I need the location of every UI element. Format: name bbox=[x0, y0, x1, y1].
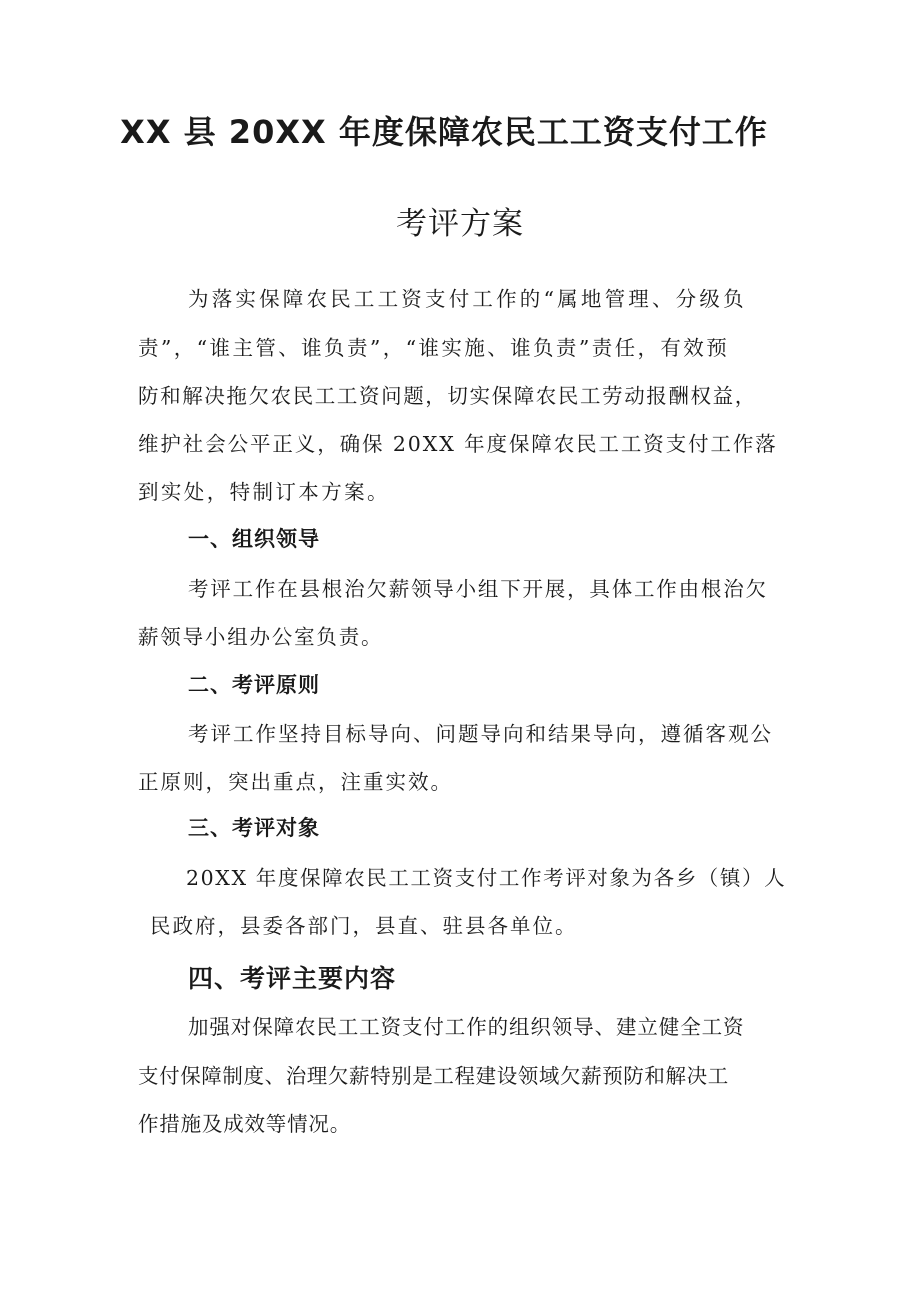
section-heading-targets: 三、考评对象 bbox=[188, 816, 320, 840]
intro-line-1: 为落实保障农民工工资支付工作的“属地管理、分级负 bbox=[188, 287, 747, 311]
section-4-line-2: 支付保障制度、治理欠薪特别是工程建设领域欠薪预防和解决工 bbox=[138, 1064, 729, 1088]
section-2-line-2: 正原则，突出重点，注重实效。 bbox=[138, 770, 453, 794]
section-3-line-1: 20XX 年度保障农民工工资支付工作考评对象为各乡（镇）人 bbox=[186, 866, 787, 890]
section-1-line-2: 薪领导小组办公室负责。 bbox=[138, 625, 384, 649]
intro-line-2: 责”，“谁主管、谁负责”，“谁实施、谁负责”责任，有效预 bbox=[138, 336, 730, 360]
section-heading-content: 四、考评主要内容 bbox=[188, 964, 397, 993]
intro-line-4: 维护社会公平正义，确保 20XX 年度保障农民工工资支付工作落 bbox=[138, 432, 778, 456]
section-2-line-1: 考评工作坚持目标导向、问题导向和结果导向，遵循客观公 bbox=[188, 722, 773, 746]
section-3-line-2: 民政府，县委各部门，县直、驻县各单位。 bbox=[150, 914, 578, 938]
section-heading-principles: 二、考评原则 bbox=[188, 673, 320, 697]
document-title-line-1: XX 县 20XX 年度保障农民工工资支付工作 bbox=[120, 113, 768, 151]
section-heading-organization: 一、组织领导 bbox=[188, 527, 320, 551]
intro-line-3: 防和解决拖欠农民工工资问题，切实保障农民工劳动报酬权益， bbox=[138, 384, 757, 408]
intro-line-5: 到实处，特制订本方案。 bbox=[138, 480, 390, 504]
document-title-line-2: 考评方案 bbox=[396, 206, 524, 242]
section-4-line-3: 作措施及成效等情况。 bbox=[138, 1112, 351, 1136]
section-1-line-1: 考评工作在县根治欠薪领导小组下开展，具体工作由根治欠 bbox=[188, 577, 768, 601]
section-4-line-1: 加强对保障农民工工资支付工作的组织领导、建立健全工资 bbox=[188, 1015, 745, 1039]
